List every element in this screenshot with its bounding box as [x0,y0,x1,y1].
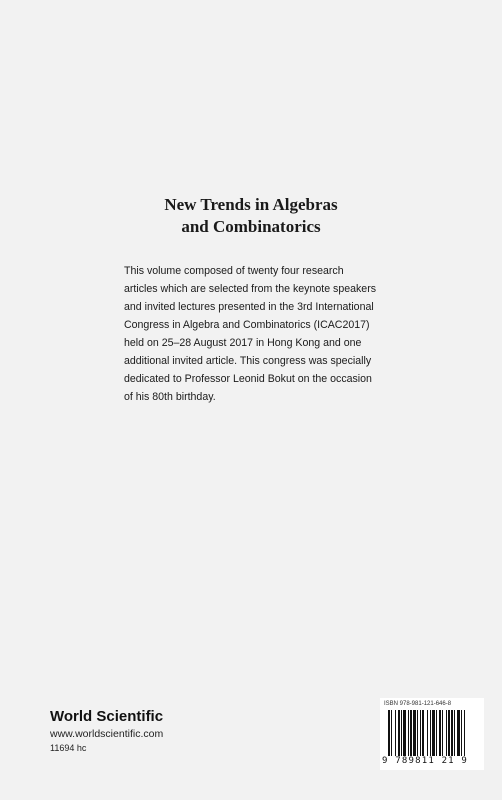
barcode-bar [403,710,406,756]
book-title-line-1: New Trends in Algebras [164,195,338,214]
barcode-bar [410,710,412,756]
barcode-bar [457,710,460,756]
publisher-code: 11694 hc [50,743,87,753]
blurb-line: additional invited article. This congress was specially [124,355,372,367]
page-corner [470,770,502,800]
barcode-bar [420,710,421,756]
barcode-bar [464,710,465,756]
barcode-bar [398,710,400,756]
barcode-bar [436,710,437,756]
barcode-bar [388,710,390,756]
barcode-bar [439,710,441,756]
barcode-bar [454,710,455,756]
barcode-bar [432,710,435,756]
barcode-bar [417,710,418,756]
barcode-bar [422,710,424,756]
barcode-bar [430,710,431,756]
blurb-line: and invited lectures presented in the 3rd International [124,301,374,313]
barcode-bar [401,710,402,756]
barcode-bar [446,710,447,756]
barcode-digits: 9 789811 21 9 [382,756,469,766]
isbn-label: ISBN 978-981-121-646-8 [384,701,452,707]
book-title-line-2: and Combinatorics [181,217,321,236]
publisher-name: World Scientific [50,708,164,725]
barcode-bars [388,710,480,756]
blurb-line: held on 25–28 August 2017 in Hong Kong and one [124,337,362,349]
barcode-bar [395,710,396,756]
blurb-line: dedicated to Professor Leonid Bokut on the occasion [124,373,372,385]
blurb-line: articles which are selected from the keynote speakers [124,283,377,295]
barcode-bar [391,710,392,756]
blurb-line: Congress in Algebra and Combinatorics (ICAC2017) [124,319,370,331]
barcode-bar [413,710,416,756]
barcode-bar [448,710,450,756]
blurb-line: of his 80th birthday. [124,391,216,403]
blurb-line: This volume composed of twenty four research [124,265,344,277]
publisher-url: www.worldscientific.com [50,728,164,740]
barcode-bar [408,710,409,756]
barcode-bar [427,710,428,756]
isbn-barcode [380,698,484,770]
barcode-bar [442,710,443,756]
barcode-bar [461,710,462,756]
barcode-bar [451,710,453,756]
